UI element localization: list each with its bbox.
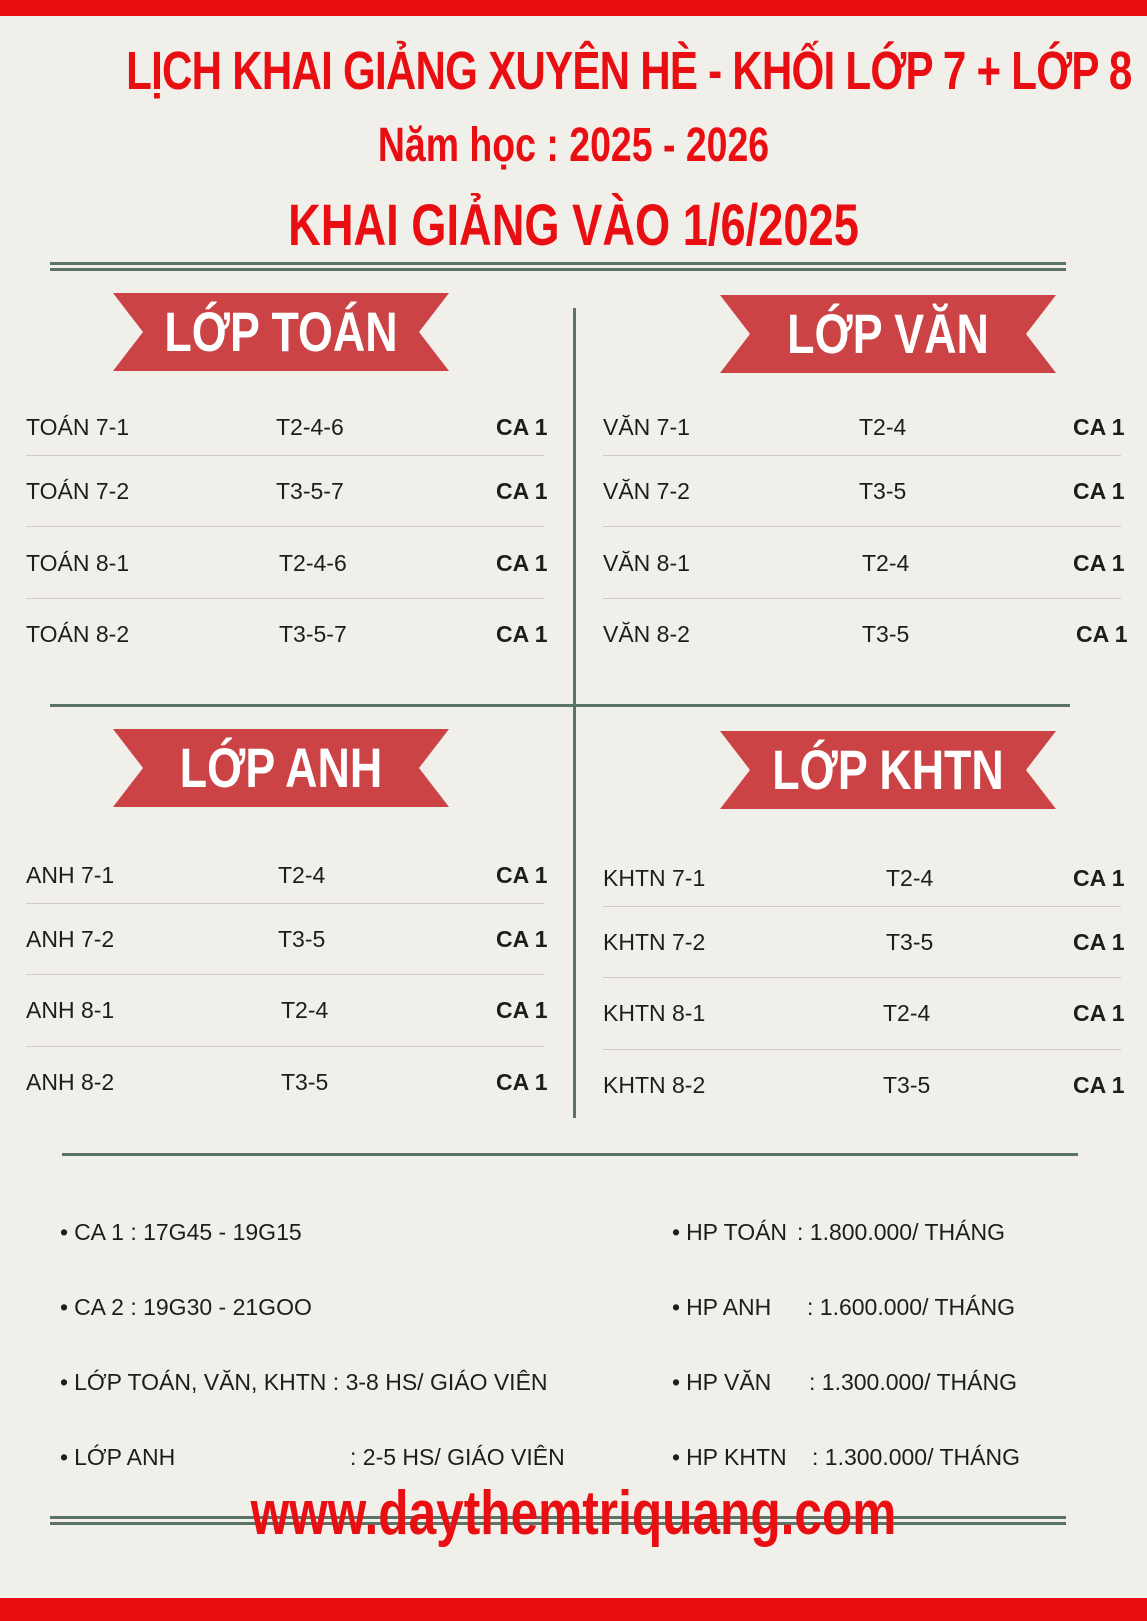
note-label: CA 2 : 19G30 - 21GOO	[74, 1294, 312, 1320]
class-shift: CA 1	[1073, 414, 1125, 440]
class-shift: CA 1	[496, 997, 548, 1023]
class-shift: CA 1	[1073, 478, 1125, 504]
note-label: CA 1 : 17G45 - 19G15	[74, 1219, 302, 1245]
note-value: : 2-5 HS/ GIÁO VIÊN	[350, 1444, 565, 1470]
row-separator	[26, 598, 544, 599]
class-name: ANH 8-2	[26, 1069, 115, 1095]
class-shift: CA 1	[1073, 550, 1125, 576]
table-row	[26, 407, 546, 447]
class-shift: CA 1	[1073, 865, 1125, 891]
fee-label: HP VĂN	[686, 1369, 772, 1395]
table-row	[603, 922, 1123, 962]
fee-label: HP TOÁN	[686, 1219, 788, 1245]
class-shift: CA 1	[496, 1069, 548, 1095]
class-name: VĂN 7-1	[603, 414, 690, 440]
fee-van: • HP VĂN : 1.300.000/ THÁNG	[672, 1369, 1017, 1395]
class-days: T2-4	[883, 1000, 931, 1026]
class-days: T3-5-7	[276, 478, 344, 504]
class-name: ANH 8-1	[26, 997, 115, 1023]
class-days: T2-4-6	[279, 550, 347, 576]
class-name: ANH 7-1	[26, 862, 115, 888]
section-title: LỚP KHTN	[772, 738, 1004, 801]
fee-toan: • HP TOÁN : 1.800.000/ THÁNG	[672, 1219, 1005, 1245]
class-name: VĂN 8-1	[603, 550, 690, 576]
class-days: T3-5	[281, 1069, 329, 1095]
fee-value: : 1.800.000/ THÁNG	[797, 1219, 1005, 1245]
class-name: TOÁN 8-1	[26, 550, 130, 576]
class-shift: CA 1	[496, 414, 548, 440]
table-row	[603, 1065, 1123, 1105]
ribbon-lop-anh	[113, 729, 449, 807]
class-days: T2-4	[862, 550, 910, 576]
center-vertical-divider	[573, 308, 576, 1118]
fee-value: : 1.600.000/ THÁNG	[807, 1294, 1015, 1320]
opening-date: KHAI GIẢNG VÀO 1/6/2025	[288, 193, 859, 258]
note-class-size-main: • LỚP TOÁN, VĂN, KHTN : 3-8 HS/ GIÁO VIÊN	[60, 1369, 548, 1395]
note-label: LỚP TOÁN, VĂN, KHTN : 3-8 HS/ GIÁO VIÊN	[74, 1369, 548, 1395]
class-days: T3-5	[859, 478, 907, 504]
class-name: KHTN 8-2	[603, 1072, 706, 1098]
table-row	[26, 990, 546, 1030]
class-shift: CA 1	[496, 926, 548, 952]
class-shift: CA 1	[1073, 929, 1125, 955]
class-days: T3-5	[883, 1072, 931, 1098]
top-accent-bar	[0, 0, 1147, 16]
table-row	[26, 1062, 546, 1102]
table-row	[603, 858, 1123, 898]
table-row	[26, 855, 546, 895]
fee-anh: • HP ANH : 1.600.000/ THÁNG	[672, 1294, 1015, 1320]
class-days: T2-4	[859, 414, 907, 440]
class-shift: CA 1	[496, 478, 548, 504]
class-name: VĂN 7-2	[603, 478, 690, 504]
fee-value: : 1.300.000/ THÁNG	[812, 1444, 1020, 1470]
center-horizontal-divider	[50, 704, 1070, 707]
row-separator	[26, 974, 544, 975]
table-row	[603, 471, 1123, 511]
bottom-accent-bar	[0, 1598, 1147, 1621]
school-year: Năm học : 2025 - 2026	[377, 119, 770, 172]
row-separator	[26, 903, 544, 904]
section-title: LỚP ANH	[179, 736, 383, 799]
ribbon-lop-toan	[113, 293, 449, 371]
section-title: LỚP TOÁN	[164, 300, 398, 363]
class-name: KHTN 7-1	[603, 865, 706, 891]
class-shift: CA 1	[1076, 621, 1128, 647]
class-shift: CA 1	[1073, 1000, 1125, 1026]
row-separator	[26, 526, 544, 527]
row-separator	[26, 1046, 544, 1047]
note-class-size-english: • LỚP ANH : 2-5 HS/ GIÁO VIÊN	[60, 1444, 565, 1470]
note-shift-2: • CA 2 : 19G30 - 21GOO	[60, 1294, 312, 1320]
row-separator	[603, 526, 1121, 527]
table-row	[26, 543, 546, 583]
ribbon-lop-khtn	[720, 731, 1056, 809]
class-shift: CA 1	[496, 550, 548, 576]
fee-label: HP ANH	[686, 1294, 772, 1320]
table-row	[603, 993, 1123, 1033]
row-separator	[603, 598, 1121, 599]
class-name: TOÁN 7-2	[26, 478, 130, 504]
section-title: LỚP VĂN	[787, 302, 989, 365]
fee-khtn: • HP KHTN : 1.300.000/ THÁNG	[672, 1444, 1020, 1470]
fee-value: : 1.300.000/ THÁNG	[809, 1369, 1017, 1395]
notes-divider	[62, 1153, 1078, 1156]
page-title: LỊCH KHAI GIẢNG XUYÊN HÈ - KHỐI LỚP 7 + LỚP 8	[126, 41, 1132, 101]
class-name: VĂN 8-2	[603, 621, 690, 647]
row-separator	[26, 455, 544, 456]
class-shift: CA 1	[496, 862, 548, 888]
table-row	[603, 407, 1123, 447]
table-row	[26, 919, 546, 959]
row-separator	[603, 1049, 1121, 1050]
class-shift: CA 1	[1073, 1072, 1125, 1098]
class-days: T3-5	[278, 926, 326, 952]
class-name: ANH 7-2	[26, 926, 115, 952]
table-row	[603, 614, 1128, 654]
ribbon-lop-van	[720, 295, 1056, 373]
header-divider	[50, 262, 1066, 271]
table-row	[603, 543, 1123, 583]
row-separator	[603, 977, 1121, 978]
row-separator	[603, 455, 1121, 456]
class-name: KHTN 8-1	[603, 1000, 706, 1026]
table-row	[26, 614, 546, 654]
class-shift: CA 1	[496, 621, 548, 647]
website-url: www.daythemtriquang.com	[250, 1479, 897, 1548]
note-shift-1: • CA 1 : 17G45 - 19G15	[60, 1219, 302, 1245]
table-row	[26, 471, 546, 511]
class-name: TOÁN 8-2	[26, 621, 130, 647]
class-days: T2-4	[886, 865, 934, 891]
class-name: KHTN 7-2	[603, 929, 706, 955]
note-label: LỚP ANH	[74, 1444, 176, 1470]
class-name: TOÁN 7-1	[26, 414, 130, 440]
class-days: T3-5-7	[279, 621, 347, 647]
row-separator	[603, 906, 1121, 907]
class-days: T2-4	[281, 997, 329, 1023]
class-days: T2-4-6	[276, 414, 344, 440]
class-days: T3-5	[886, 929, 934, 955]
class-days: T2-4	[278, 862, 326, 888]
class-days: T3-5	[862, 621, 910, 647]
fee-label: HP KHTN	[686, 1444, 787, 1470]
